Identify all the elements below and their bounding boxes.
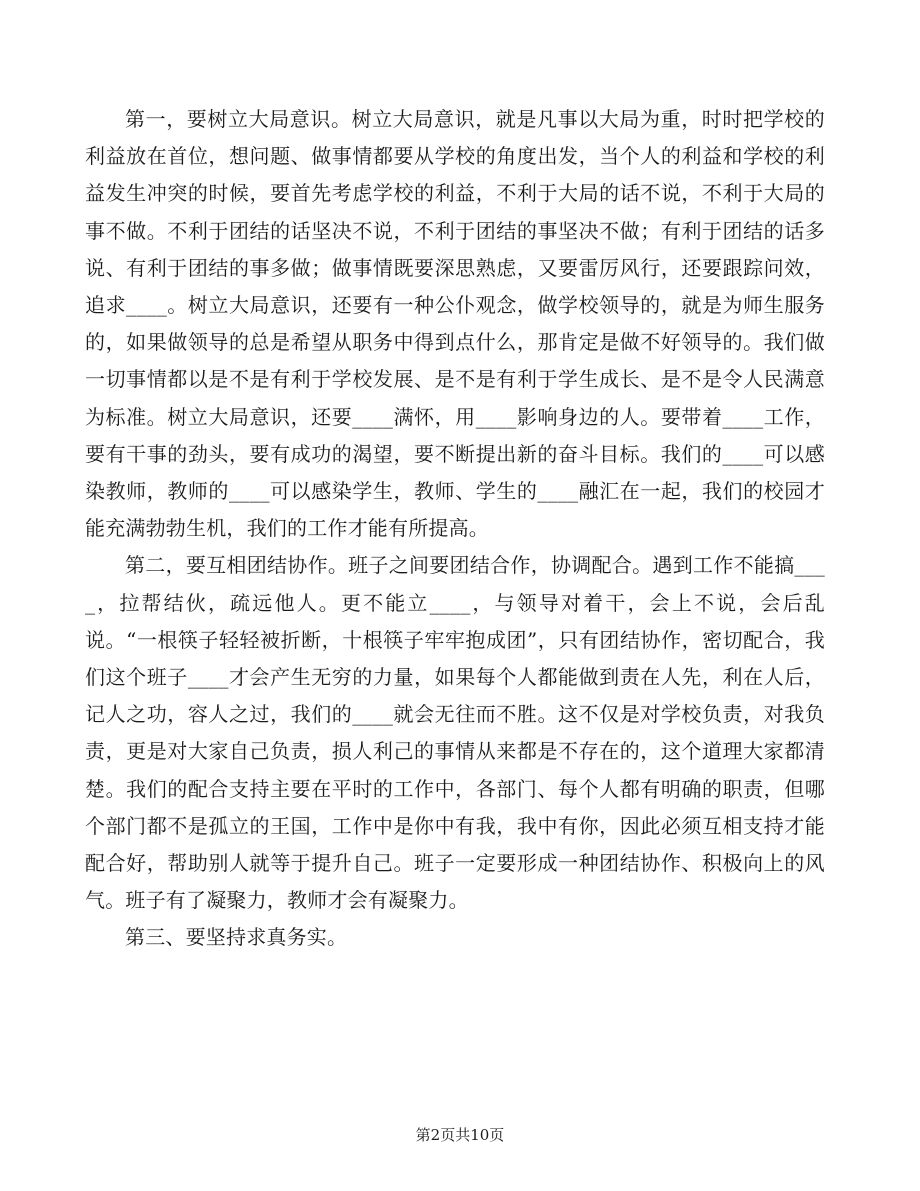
paragraph-1: 第一，要树立大局意识。树立大局意识，就是凡事以大局为重，时时把学校的利益放在首位，想问题、做事情都要从学校的角度出发，当个人的利益和学校的利益发生冲突的时候，要首先考虑学校的利益，不利于大局的话不说，不利于大局的事不做。不利于团结的话坚决不说，不利于团结的事坚决不做；有利于团结的话多说、有利于团结的事多做；做事情既要深思熟虑，又要雷厉风行，还要跟踪问效，追求____。树立大局意识，还要有一种公仆观念，做学校领导的，就是为师生服务的，如果做领导的总是希望从职务中得到点什么，那肯定是做不好领导的。我们做一切事情都以是不是有利于学校发展、是不是有利于学生成长、是不是令人民满意为标准。树立大局意识，还要____满怀，用____影响身边的人。要带着____工作，要有干事的劲头，要有成功的渴望，要不断提出新的奋斗目标。我们的____可以感染教师，教师的____可以感染学生，教师、学生的____融汇在一起，我们的校园才能充满勃勃生机，我们的工作才能有所提高。 <box>85 107 825 541</box>
paragraph-3: 第三、要坚持求真务实。 <box>125 925 348 950</box>
page-number-footer: 第2页共10页 <box>415 1126 505 1144</box>
paragraph-2: 第二，要互相团结协作。班子之间要团结合作，协调配合。遇到工作不能搞____，拉帮结伙，疏远他人。更不能立____，与领导对着干，会上不说，会后乱说。“一根筷子轻轻被折断，十根筷子牢牢抱成团”，只有团结协作，密切配合，我们这个班子____才会产生无穷的力量，如果每个人都能做到责在人先，利在人后，记人之功，容人之过，我们的____就会无往而不胜。这不仅是对学校负责，对我负责，更是对大家自己负责，损人利己的事情从来都是不存在的，这个道理大家都清楚。我们的配合支持主要在平时的工作中，各部门、每个人都有明确的职责，但哪个部门都不是孤立的王国，工作中是你中有我，我中有你，因此必须互相支持才能配合好，帮助别人就等于提升自己。班子一定要形成一种团结协作、积极向上的风气。班子有了凝聚力，教师才会有凝聚力。 <box>85 553 825 913</box>
document-body <box>85 101 825 957</box>
